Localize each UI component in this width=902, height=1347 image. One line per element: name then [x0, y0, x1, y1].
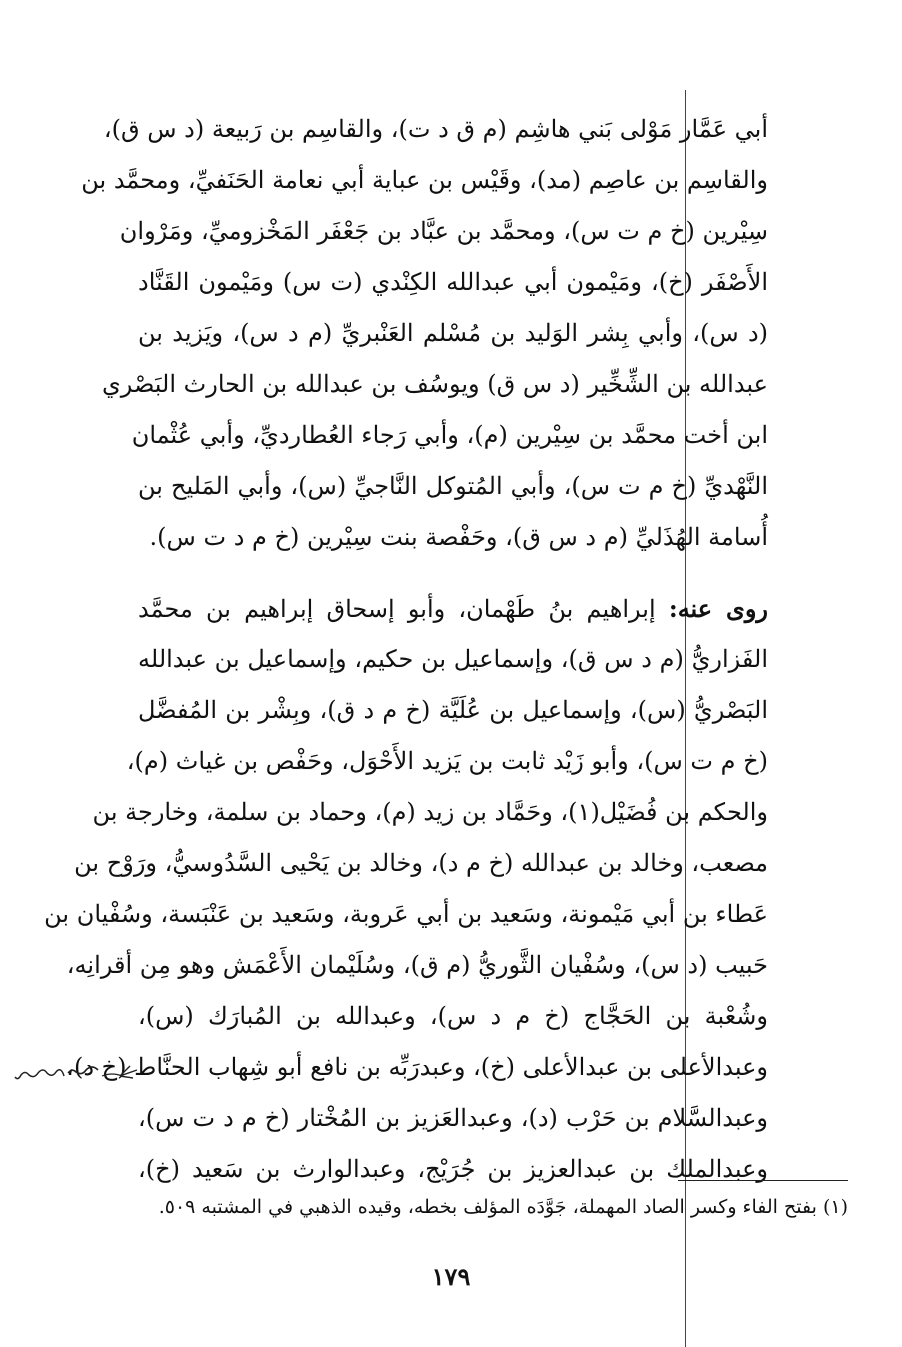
- handwritten-margin-note: [2, 1040, 142, 1100]
- text-line: عبدالله بن الشِّخِّير (د س ق) ويوسُف بن عبدالله بن الحارث البَصْري: [101, 370, 768, 398]
- text-line: [138, 583, 768, 634]
- text-line: سِيْرين (خ م ت س)، ومحمَّد بن عبَّاد بن جَعْفَر المَخْزوميِّ، ومَرْوان: [119, 217, 768, 245]
- text-line: النَّهْديِّ (خ م ت س)، وأبي المُتوكل النَّاجيِّ (س)، وأبي المَليح بن: [138, 472, 768, 500]
- text-line: الأَصْفَر (خ)، ومَيْمون أبي عبدالله الكِنْدي (ت س) ومَيْمون القَنَّاد: [138, 268, 768, 296]
- text-line: عَطاء بن أبي مَيْمونة، وسَعيد بن أبي عَروبة، وسَعيد بن عَنْبَسة، وسُفْيان بن: [44, 900, 768, 928]
- text-line: البَصْريُّ (س)، وإسماعيل بن عُلَيَّة (خ م د ق)، وبِشْر بن المُفضَّل: [138, 696, 768, 724]
- text-line: أُسامة الهُذَليِّ (م د س ق)، وحَفْصة بنت سِيْرين (خ م د ت س).: [149, 523, 768, 551]
- text-line: مصعب، وخالد بن عبدالله (خ م د)، وخالد بن يَحْيى السَّدُوسيُّ، ورَوْح بن: [74, 849, 768, 877]
- footnote: (١) بفتح الفاء وكسر الصاد المهملة، جَوَّدَه المؤلف بخطه، وقيده الذهبي في المشتبه ٥٠٩.: [158, 1196, 848, 1218]
- text-run: إبراهيم بنُ طَهْمان، وأبو إسحاق إبراهيم بن محمَّد: [138, 595, 656, 623]
- text-line: وشُعْبة بن الحَجَّاج (خ م د س)، وعبدالله بن المُبارَك (س)،: [138, 1002, 768, 1030]
- text-line: أبي عَمَّار مَوْلى بَني هاشِم (م ق د ت)، والقاسِم بن رَبيعة (د س ق)،: [103, 115, 768, 143]
- text-line: وعبدالملك بن عبدالعزيز بن جُرَيْج، وعبدالوارث بن سَعيد (خ)،: [138, 1155, 768, 1183]
- section-lead: روى عنه:: [668, 594, 769, 623]
- text-line: (د س)، وأبي بِشر الوَليد بن مُسْلم العَنْبريِّ (م د س)، ويَزيد بن: [138, 319, 768, 347]
- text-line: والقاسِم بن عاصِم (مد)، وقَيْس بن عباية أبي نعامة الحَنَفيِّ، ومحمَّد بن: [81, 166, 768, 194]
- footnote-divider: [678, 1180, 848, 1181]
- text-line: وعبدالسَّلام بن حَرْب (د)، وعبدالعَزيز بن المُخْتار (خ م د ت س)،: [138, 1104, 768, 1132]
- text-line: وعبدالأعلى بن عبدالأعلى (خ)، وعبدرَبِّه بن نافع أبو شِهاب الحنَّاط (خ د)،: [66, 1053, 768, 1081]
- text-line: ابن أخت محمَّد بن سِيْرين (م)، وأبي رَجاء العُطارديِّ، وأبي عُثْمان: [131, 421, 768, 449]
- text-line: حَبيب (د س)، وسُفْيان الثَّوريُّ (م ق)، وسُلَيْمان الأَعْمَش وهو مِن أقرانِه،: [66, 951, 768, 979]
- text-line: (خ م ت س)، وأبو زَيْد ثابت بن يَزيد الأَحْوَل، وحَفْص بن غياث (م)،: [126, 747, 768, 775]
- page-number: ١٧٩: [431, 1262, 471, 1291]
- main-text: [44, 104, 769, 1195]
- text-line: الفَزاريُّ (م د س ق)، وإسماعيل بن حكيم، وإسماعيل بن عبدالله: [138, 645, 768, 673]
- text-line: والحكم بن فُضَيْل(١)، وحَمَّاد بن زيد (م)، وحماد بن سلمة، وخارجة بن: [92, 798, 768, 826]
